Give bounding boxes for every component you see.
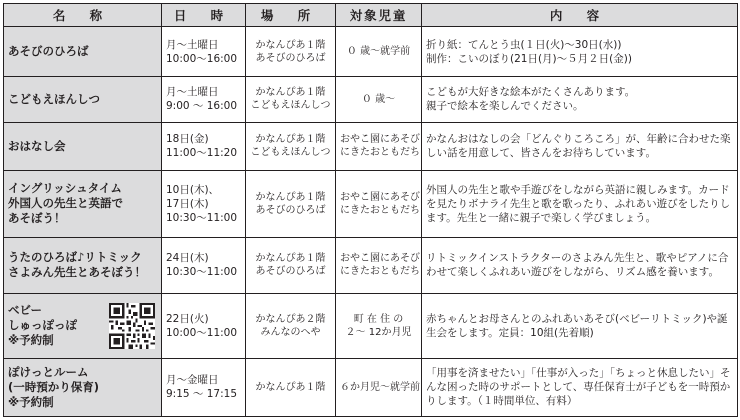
name-line: ※予約制 xyxy=(8,394,54,409)
row-name xyxy=(4,77,162,123)
row-content xyxy=(422,77,738,123)
row-content xyxy=(422,170,738,237)
row-place xyxy=(246,170,336,237)
schedule-table xyxy=(3,3,738,417)
header-datetime: 日 時 xyxy=(162,4,246,27)
name-line: イングリッシュタイム xyxy=(8,181,122,196)
row-place xyxy=(246,27,336,77)
target-line: ６か月児～就学前 xyxy=(340,381,420,393)
content-line: 赤ちゃんとお母さんとのふれあいあそび(ベビーリトミック)や誕生会をします。定員：10組(先着順) xyxy=(426,312,728,339)
table-header-row xyxy=(4,4,738,27)
row-date xyxy=(162,77,246,123)
table-row xyxy=(4,237,738,293)
name-line: (一時預かり保育) xyxy=(8,379,100,394)
name-line: あそびのひろば xyxy=(8,44,89,59)
row-date xyxy=(162,170,246,237)
row-name xyxy=(4,293,162,358)
row-content xyxy=(422,237,738,293)
place-line: かなんぴあ１階 xyxy=(255,191,326,203)
table-row xyxy=(4,170,738,237)
target-line: にきたおともだち xyxy=(340,204,420,216)
content-line: 親子で絵本を楽しんでください。 xyxy=(426,100,584,113)
row-place xyxy=(246,122,336,170)
target-line: ２～ 12か月児 xyxy=(345,326,412,338)
table-row xyxy=(4,27,738,77)
date-line: 月～土曜日 xyxy=(166,38,219,51)
target-line: 町 在 住 の xyxy=(353,313,404,325)
name-line: しゅっぽっぽ xyxy=(8,318,77,333)
name-line: こどもえほんしつ xyxy=(8,91,100,106)
name-line: 外国人の先生と英語で xyxy=(8,196,123,211)
place-line: かなんぴあ１階 xyxy=(255,39,326,51)
name-line: ぽけっとルーム xyxy=(8,364,89,379)
row-target xyxy=(336,77,422,123)
target-line: おやこ園にあそび xyxy=(340,191,420,203)
name-line: あそぼう！ xyxy=(8,211,66,226)
target-line: おやこ園にあそび xyxy=(340,253,420,265)
row-target xyxy=(336,170,422,237)
place-line: こどもえほんしつ xyxy=(250,147,331,159)
date-line: 10:30～11:00 xyxy=(166,211,238,224)
row-date xyxy=(162,27,246,77)
row-content xyxy=(422,358,738,416)
name-line: うたのひろば♪リトミック xyxy=(8,250,142,265)
row-place xyxy=(246,237,336,293)
place-line: こどもえほんしつ xyxy=(250,100,331,112)
target-line: にきたおともだち xyxy=(340,147,420,159)
name-line: さよみん先生とあそぼう！ xyxy=(8,265,146,280)
target-line: ０ 歳～就学前 xyxy=(346,46,411,58)
table-row xyxy=(4,77,738,123)
place-line: かなんぴあ１階 xyxy=(255,253,326,265)
row-place xyxy=(246,293,336,358)
content-line: こどもが大好きな絵本がたくさんあります。 xyxy=(426,86,636,99)
row-content xyxy=(422,293,738,358)
content-line: かなんおはなしの会「どんぐりころころ」が、年齢に合わせた楽しい話を用意して、皆さんをお待ちしています。 xyxy=(426,133,731,160)
place-line: あそびのひろば xyxy=(255,204,326,216)
content-line: 「用事を済ませたい」「仕事が入った」「ちょっと休息したい」そんな困った時のサポートとして、専任保育士が子どもを一時預かりします。（１時間単位、有料） xyxy=(426,367,731,408)
row-date xyxy=(162,237,246,293)
date-line: 9:00 ～ 16:00 xyxy=(166,100,238,113)
row-target xyxy=(336,27,422,77)
table-row xyxy=(4,122,738,170)
date-line: 10:00～11:00 xyxy=(166,326,238,339)
date-line: 24日(木) xyxy=(166,252,209,265)
row-target xyxy=(336,358,422,416)
target-line: にきたおともだち xyxy=(340,266,420,278)
qr-code-icon[interactable] xyxy=(109,303,155,349)
target-line: ０ 歳～ xyxy=(361,93,396,105)
date-line: 10:30～11:00 xyxy=(166,266,238,279)
row-target xyxy=(336,293,422,358)
header-content: 内 容 xyxy=(422,4,738,27)
place-line: かなんぴあ１階 xyxy=(255,381,326,393)
row-content xyxy=(422,27,738,77)
place-line: あそびのひろば xyxy=(255,266,326,278)
name-line: ※予約制 xyxy=(8,333,54,348)
date-line: 18日(金) xyxy=(166,133,209,146)
place-line: かなんぴあ２階 xyxy=(255,313,326,325)
row-target xyxy=(336,237,422,293)
name-line: おはなし会 xyxy=(8,138,66,153)
header-place: 場 所 xyxy=(246,4,336,27)
row-name xyxy=(4,358,162,416)
content-line: リトミックインストラクターのさよみん先生と、歌やピアノに合わせて楽しくふれあい遊びをしながら、リズム感を養います。 xyxy=(426,252,729,279)
row-place xyxy=(246,77,336,123)
date-line: 9:15 ～ 17:15 xyxy=(166,388,238,401)
row-name xyxy=(4,122,162,170)
table-row xyxy=(4,293,738,358)
date-line: 月～土曜日 xyxy=(166,86,219,99)
place-line: かなんぴあ１階 xyxy=(255,87,326,99)
content-line: 外国人の先生と歌や手遊びをしながら英語に親しみます。カードを見たりボナライ先生と歌を歌ったり、ふれあい遊びをしたりします。先生と一緒に親子で楽しく学びましょう。 xyxy=(426,183,731,224)
row-date xyxy=(162,358,246,416)
name-line: ベビー xyxy=(8,303,43,318)
row-name xyxy=(4,170,162,237)
date-line: 10:00～16:00 xyxy=(166,52,238,65)
date-line: 10日(木)、 xyxy=(166,183,220,196)
target-line: おやこ園にあそび xyxy=(340,134,420,146)
date-line: 月～金曜日 xyxy=(166,374,219,387)
date-line: 22日(火) xyxy=(166,312,209,325)
date-line: 11:00～11:20 xyxy=(166,147,238,160)
place-line: みんなのへや xyxy=(260,326,321,338)
row-name xyxy=(4,237,162,293)
row-target xyxy=(336,122,422,170)
header-name: 名 称 xyxy=(4,4,162,27)
place-line: かなんぴあ１階 xyxy=(255,134,326,146)
row-place xyxy=(246,358,336,416)
place-line: あそびのひろば xyxy=(255,52,326,64)
row-date xyxy=(162,293,246,358)
row-date xyxy=(162,122,246,170)
date-line: 17日(木) xyxy=(166,197,209,210)
content-line: 制作：こいのぼり(21日(月)～５月２日(金)) xyxy=(426,52,632,65)
row-name xyxy=(4,27,162,77)
table-row xyxy=(4,358,738,416)
header-target: 対象児童 xyxy=(336,4,422,27)
content-line: 折り紙：てんとう虫(１日(火)～30日(水)) xyxy=(426,38,622,51)
row-content xyxy=(422,122,738,170)
